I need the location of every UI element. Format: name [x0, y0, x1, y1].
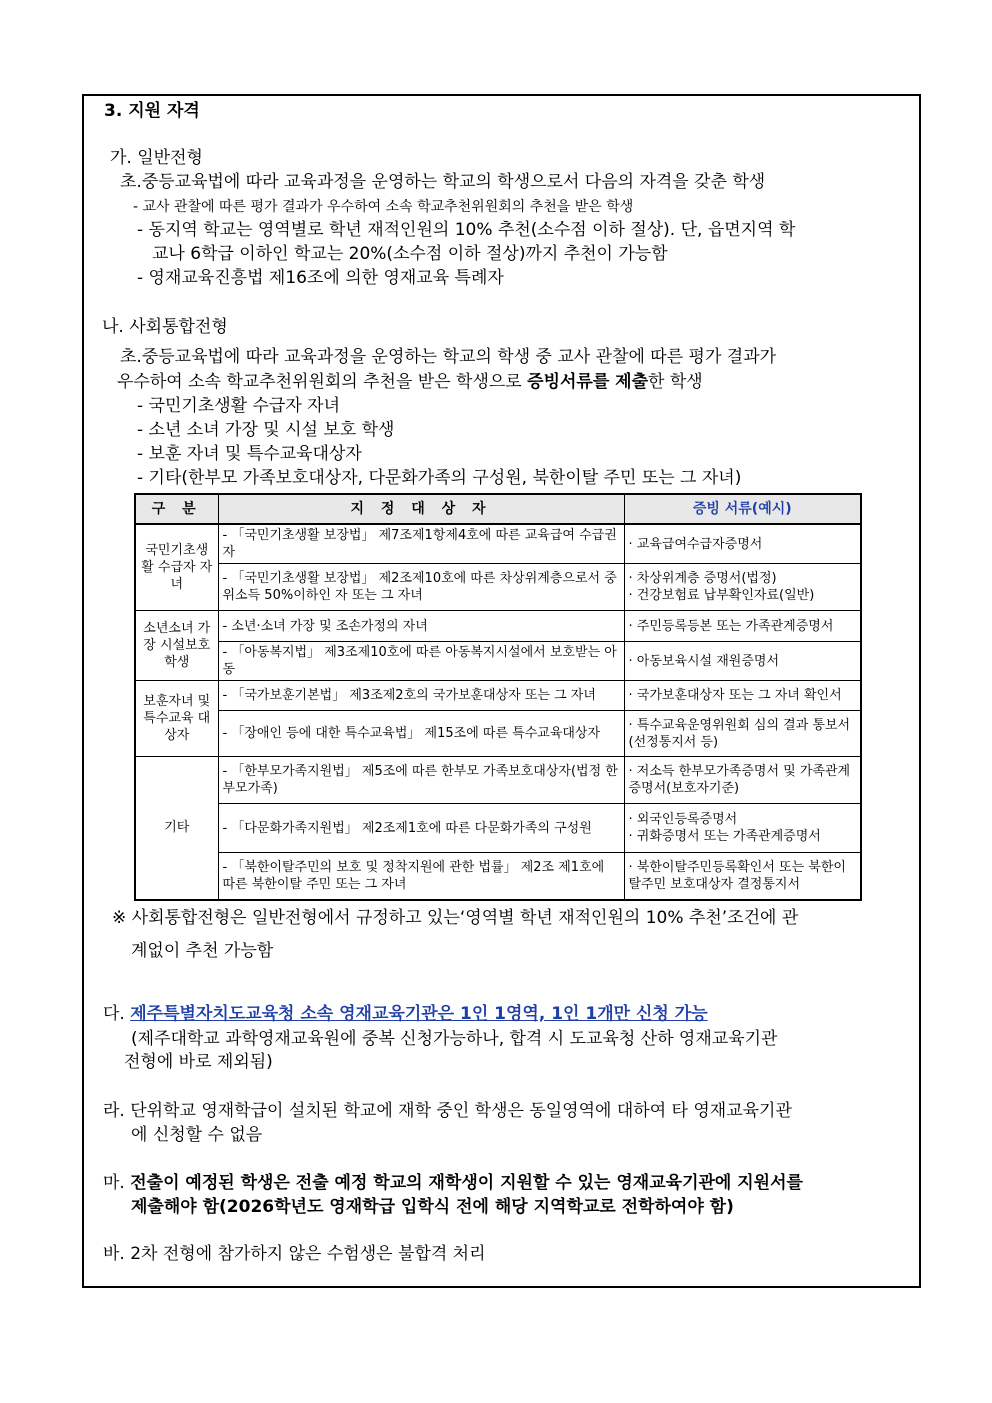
item-ma-line-1 — [103, 1172, 803, 1194]
social-item-3: - 보훈 자녀 및 특수교육대상자 — [137, 444, 362, 464]
table-header-row — [135, 494, 861, 524]
target-cell: - 소년·소녀 가장 및 조손가정의 자녀 — [218, 611, 624, 642]
proof-cell: · 교육급여수급자증명서 — [624, 524, 861, 564]
item-ma-prefix: 마. — [103, 1173, 131, 1193]
proof-line: · 외국인등록증명서 — [628, 812, 738, 827]
item-da-highlight: 제주특별자치도교육청 소속 영재교육기관은 1인 1영역, 1인 1개만 신청 가능 — [130, 1004, 708, 1024]
social-item-2: - 소년 소녀 가장 및 시설 보호 학생 — [137, 420, 395, 440]
header-proof: 증빙 서류(예시) — [624, 494, 861, 524]
category-basic-livelihood: 국민기초생활 수급자 자녀 — [135, 524, 218, 611]
table-row — [135, 611, 861, 642]
header-category: 구 분 — [135, 494, 218, 524]
proof-cell: · 주민등록등본 또는 가족관계증명서 — [624, 611, 861, 642]
general-item-1: - 교사 관찰에 따른 평가 결과가 우수하여 소속 학교추천위원회의 추천을 받은 학생 — [133, 199, 634, 215]
general-intro: 초.중등교육법에 따라 교육과정을 운영하는 학교의 학생으로서 다음의 자격을 갖춘 학생 — [120, 172, 766, 192]
social-heading: 나. 사회통합전형 — [102, 317, 228, 337]
social-item-1: - 국민기초생활 수급자 자녀 — [137, 396, 340, 416]
proof-cell — [624, 804, 861, 853]
table-row — [135, 642, 861, 681]
eligibility-table — [134, 493, 862, 901]
proof-line: · 귀화증명서 또는 가족관계증명서 — [628, 829, 821, 844]
general-item-3: - 영재교육진흥법 제16조에 의한 영재교육 특례자 — [137, 268, 504, 288]
social-intro-2-pre: 우수하여 소속 학교추천위원회의 추천을 받은 학생으로 — [117, 372, 528, 392]
proof-cell: · 북한이탈주민등록확인서 또는 북한이탈주민 보호대상자 결정통지서 — [624, 853, 861, 900]
table-row — [135, 711, 861, 757]
target-cell: - 「장애인 등에 대한 특수교육법」 제15조에 따른 특수교육대상자 — [218, 711, 624, 757]
table-row — [135, 757, 861, 804]
general-item-2-cont: 교나 6학급 이하인 학교는 20%(소수점 이하 절상)까지 추천이 가능함 — [152, 244, 668, 264]
general-heading: 가. 일반전형 — [110, 148, 203, 168]
item-da — [103, 1003, 708, 1025]
note-line-1: ※ 사회통합전형은 일반전형에서 규정하고 있는‘영역별 학년 재적인원의 10% 추천’조건에 관 — [112, 908, 799, 928]
social-intro-2-bold: 증빙서류를 제출 — [527, 372, 649, 392]
target-cell: - 「북한이탈주민의 보호 및 정착지원에 관한 법률」 제2조 제1호에 따른 북한이탈 주민 또는 그 자녀 — [218, 853, 624, 900]
social-intro-2 — [117, 371, 703, 393]
item-ba: 바. 2차 전형에 참가하지 않은 수험생은 불합격 처리 — [103, 1244, 486, 1264]
target-cell: - 「국민기초생활 보장법」 제7조제1항제4호에 따른 교육급여 수급권자 — [218, 524, 624, 564]
target-cell: - 「아동복지법」 제3조제10호에 따른 아동복지시설에서 보호받는 아동 — [218, 642, 624, 681]
social-intro-1: 초.중등교육법에 따라 교육과정을 운영하는 학교의 학생 중 교사 관찰에 따른 평가 결과가 — [120, 347, 777, 367]
item-da-line-3: 전형에 바로 제외됨) — [124, 1052, 273, 1072]
section-title: 3. 지원 자격 — [104, 101, 200, 121]
item-ra-line-2: 에 신청할 수 없음 — [131, 1125, 263, 1145]
item-da-prefix: 다. — [103, 1004, 131, 1024]
table-row — [135, 804, 861, 853]
item-ma-bold-1: 전출이 예정된 학생은 전출 예정 학교의 재학생이 지원할 수 있는 영재교육기관에 지원서를 — [130, 1173, 803, 1193]
item-ra-line-1: 라. 단위학교 영재학급이 설치된 학교에 재학 중인 학생은 동일영역에 대하여 타 영재교육기관 — [103, 1101, 792, 1121]
item-ma-line-2: 제출해야 함(2026학년도 영재학급 입학식 전에 해당 지역학교로 전학하여야 함) — [131, 1197, 734, 1217]
table-row — [135, 681, 861, 711]
category-youth-household: 소년소녀 가장 시설보호학생 — [135, 611, 218, 681]
proof-cell: · 국가보훈대상자 또는 그 자녀 확인서 — [624, 681, 861, 711]
target-cell: - 「국민기초생활 보장법」 제2조제10호에 따른 차상위계층으로서 중위소득 50%이하인 자 또는 그 자녀 — [218, 564, 624, 611]
item-da-line-2: (제주대학교 과학영재교육원에 중복 신청가능하나, 합격 시 도교육청 산하 영재교육기관 — [131, 1029, 778, 1049]
header-target: 지 정 대 상 자 — [218, 494, 624, 524]
target-cell: - 「국가보훈기본법」 제3조제2호의 국가보훈대상자 또는 그 자녀 — [218, 681, 624, 711]
proof-cell — [624, 564, 861, 611]
proof-line: · 차상위계층 증명서(법정) — [628, 571, 777, 586]
social-intro-2-post: 한 학생 — [648, 372, 703, 392]
proof-cell: · 저소득 한부모가족증명서 및 가족관계증명서(보호자기준) — [624, 757, 861, 804]
general-item-2: - 동지역 학교는 영역별로 학년 재적인원의 10% 추천(소수점 이하 절상). 단, 읍면지역 학 — [137, 220, 796, 240]
proof-line: · 건강보험료 납부확인자료(일반) — [628, 588, 815, 603]
category-veterans-special-ed: 보훈자녀 및 특수교육 대상자 — [135, 681, 218, 757]
social-item-4: - 기타(한부모 가족보호대상자, 다문화가족의 구성원, 북한이탈 주민 또는 그 자녀) — [137, 468, 742, 488]
category-other: 기타 — [135, 757, 218, 900]
table-row — [135, 524, 861, 564]
table-row — [135, 853, 861, 900]
proof-cell: · 특수교육운영위원회 심의 결과 통보서(선정통지서 등) — [624, 711, 861, 757]
target-cell: - 「다문화가족지원법」 제2조제1호에 따른 다문화가족의 구성원 — [218, 804, 624, 853]
table-row — [135, 564, 861, 611]
proof-cell: · 아동보육시설 재원증명서 — [624, 642, 861, 681]
target-cell: - 「한부모가족지원법」 제5조에 따른 한부모 가족보호대상자(법정 한부모가족) — [218, 757, 624, 804]
note-line-2: 계없이 추천 가능함 — [131, 941, 274, 961]
